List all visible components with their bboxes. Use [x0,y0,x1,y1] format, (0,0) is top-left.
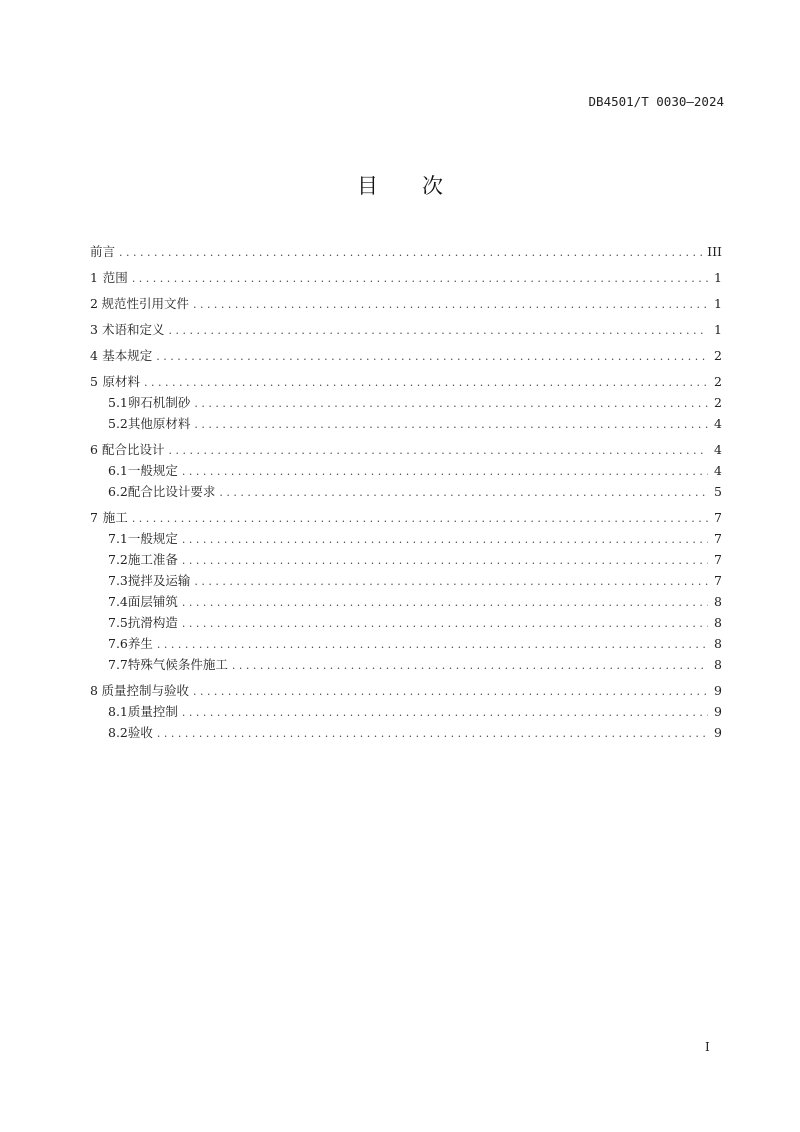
toc-page: 2 [714,348,722,363]
toc-entry[interactable] [90,293,722,314]
toc-page: 9 [714,683,722,698]
toc-number: 7.4 [108,594,128,609]
leader-dots [144,372,708,393]
toc-page: 7 [714,573,722,588]
toc-subentry[interactable] [90,612,722,633]
toc-page: 2 [714,395,722,410]
toc-label: 施工准备 [127,552,178,567]
leader-dots [219,482,708,503]
page-title [0,170,800,200]
toc-page: III [707,244,722,259]
title-char-1: 目 [357,174,378,198]
toc-subentry[interactable] [90,549,722,570]
toc-number: 8 [90,683,98,698]
document-code: DB4501/T 0030—2024 [588,94,724,109]
toc-entry[interactable] [90,371,722,392]
toc-number: 7.6 [108,636,128,651]
leader-dots [168,320,708,341]
leader-dots [157,723,708,744]
toc-number: 7.7 [108,657,128,672]
leader-dots [119,242,703,263]
leader-dots [132,268,708,289]
toc-subentry[interactable] [90,722,722,743]
toc-entry[interactable] [90,267,722,288]
toc-page: 4 [714,442,722,457]
toc-subentry[interactable] [90,392,722,413]
leader-dots [193,294,708,315]
toc-entry[interactable] [90,319,722,340]
toc-label: 其他原材料 [127,416,191,431]
toc-page: 7 [714,552,722,567]
page-number: I [705,1040,710,1054]
toc-entry-foreword[interactable] [90,241,722,262]
title-char-2: 次 [422,174,443,198]
toc-subentry[interactable] [90,591,722,612]
leader-dots [194,571,708,592]
toc-page: 4 [714,416,722,431]
toc-label: 一般规定 [127,463,178,478]
toc-label: 特殊气候条件施工 [127,657,228,672]
toc-number: 6 [90,442,98,457]
toc-number: 8.2 [108,725,128,740]
toc-label: 质量控制与验收 [101,683,189,698]
leader-dots [182,613,708,634]
toc-entry[interactable] [90,507,722,528]
leader-dots [232,655,708,676]
toc-number: 3 [90,322,98,337]
leader-dots [132,508,708,529]
toc-page: 7 [714,531,722,546]
toc-entry[interactable] [90,680,722,701]
leader-dots [182,550,708,571]
leader-dots [194,414,708,435]
toc-label: 配合比设计 [101,442,165,457]
toc-number: 5.1 [108,395,128,410]
leader-dots [182,529,708,550]
toc-page: 5 [714,484,722,499]
toc-page: 8 [714,594,722,609]
toc-number: 4 [90,348,98,363]
toc-label: 规范性引用文件 [101,296,189,311]
toc-number: 2 [90,296,98,311]
toc-subentry[interactable] [90,654,722,675]
toc-subentry[interactable] [90,413,722,434]
leader-dots [194,393,708,414]
toc-page: 1 [714,322,722,337]
toc-number: 7.5 [108,615,128,630]
toc-page: 4 [714,463,722,478]
toc-page: 1 [714,296,722,311]
toc-subentry[interactable] [90,570,722,591]
toc-label: 基本规定 [102,348,153,363]
toc-number: 1 [90,270,98,285]
toc-page: 9 [714,704,722,719]
toc-number: 5 [90,374,98,389]
toc-subentry[interactable] [90,701,722,722]
toc-label: 范围 [102,270,128,285]
leader-dots [157,634,708,655]
toc-number: 7.2 [108,552,128,567]
leader-dots [182,592,708,613]
toc-number: 7.1 [108,531,128,546]
toc-page: 7 [714,510,722,525]
leader-dots [182,461,708,482]
toc-label: 卵石机制砂 [127,395,191,410]
toc-label: 验收 [127,725,153,740]
toc-label: 术语和定义 [101,322,165,337]
toc-page: 8 [714,636,722,651]
toc-label: 面层铺筑 [127,594,178,609]
toc-number: 7 [90,510,98,525]
toc-page: 2 [714,374,722,389]
toc-label: 原材料 [102,374,141,389]
toc-page: 1 [714,270,722,285]
toc-number: 7.3 [108,573,128,588]
toc-label: 前言 [90,244,116,259]
toc-number: 5.2 [108,416,128,431]
toc-label: 一般规定 [127,531,178,546]
toc-label: 施工 [102,510,128,525]
toc-label: 养生 [127,636,153,651]
toc-number: 6.1 [108,463,128,478]
toc-number: 6.2 [108,484,128,499]
toc-label: 搅拌及运输 [127,573,191,588]
toc-entry[interactable] [90,439,722,460]
toc-page: 9 [714,725,722,740]
toc-label: 质量控制 [127,704,178,719]
toc-entry[interactable] [90,345,722,366]
toc-subentry[interactable] [90,481,722,502]
leader-dots [156,346,708,367]
toc-subentry[interactable] [90,460,722,481]
leader-dots [182,702,708,723]
toc-number: 8.1 [108,704,128,719]
toc-subentry[interactable] [90,633,722,654]
table-of-contents [90,241,722,743]
toc-page: 8 [714,657,722,672]
toc-subentry[interactable] [90,528,722,549]
toc-label: 配合比设计要求 [127,484,216,499]
toc-page: 8 [714,615,722,630]
toc-label: 抗滑构造 [127,615,178,630]
leader-dots [193,681,708,702]
leader-dots [168,440,708,461]
